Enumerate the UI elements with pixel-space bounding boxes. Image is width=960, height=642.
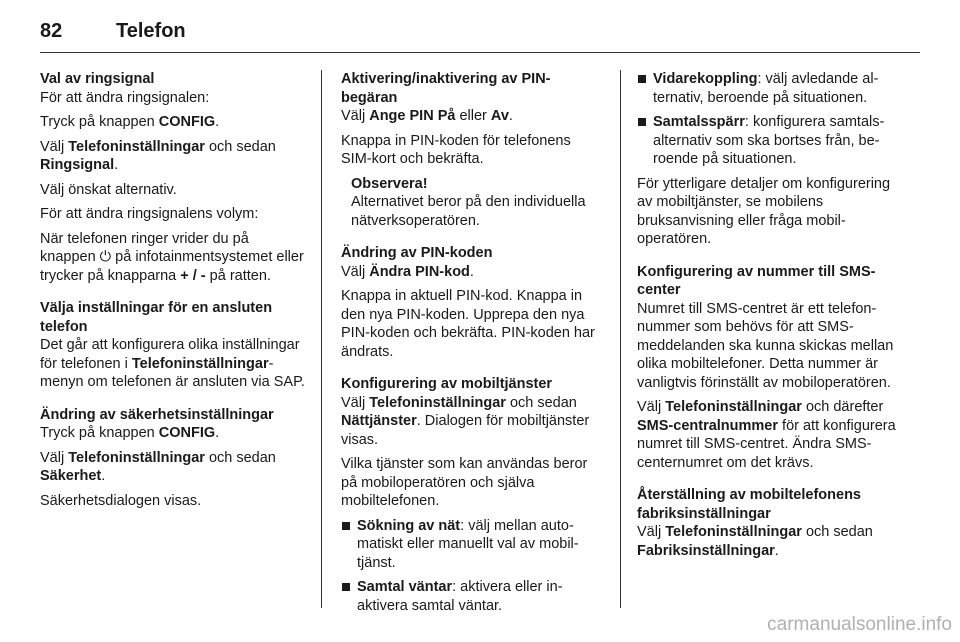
- paragraph: Vilka tjänster som kan användas beror på mobiloperatören och själva mobiltelefonen.: [341, 456, 588, 509]
- bullet-square-icon: [342, 522, 350, 530]
- paragraph: Välj Telefoninställningar och sedan Nättjänster. Dialogen för mobiltjänster visas.: [341, 394, 590, 448]
- bullet-square-icon: [342, 583, 350, 591]
- bullet-square-icon: [638, 75, 646, 83]
- bullet-list: [341, 517, 605, 616]
- page-number: 82: [40, 20, 63, 42]
- paragraph: Välj Telefoninställningar och sedan Ringsignal.: [40, 138, 276, 173]
- menu-name: Ange PIN På: [369, 108, 456, 124]
- list-item: Samtalsspärr: konfigurera samtalsalternativ som ska bortses från, beroende på situationen.: [637, 113, 905, 169]
- note-box: [341, 175, 605, 231]
- menu-name: Telefoninställningar: [131, 355, 269, 372]
- menu-name: Ändra PIN-kod: [369, 263, 470, 280]
- list-item: Samtal väntar: aktivera eller inaktivera samtal väntar.: [341, 578, 605, 615]
- watermark: carmanualsonline.info: [767, 614, 952, 635]
- list-item: Sökning av nät: välj mellan automatiskt eller manuellt val av mobiltjänst.: [341, 517, 605, 573]
- section-heading: Återställning av mobiltelefonens fabriksinställningar: [637, 487, 861, 522]
- power-knob-icon: ⏻: [99, 249, 112, 265]
- section-heading: Konfigurering av nummer till SMS-center: [637, 263, 876, 298]
- paragraph: För att ändra ringsignalen:: [40, 89, 210, 106]
- paragraph: Knappa in PIN-koden för telefonens SIM-kort och bekräfta.: [341, 132, 571, 167]
- section-heading: Ändring av PIN-koden: [341, 245, 493, 261]
- paragraph: Tryck på knappen CONFIG.: [40, 114, 220, 130]
- paragraph: Välj Ange PIN På eller Av.: [341, 108, 513, 124]
- menu-name: Telefoninställningar: [68, 449, 205, 466]
- section-heading: Välja inställningar för en ansluten telefon: [40, 300, 273, 335]
- menu-name: Säkerhet: [40, 468, 102, 484]
- paragraph: Välj Telefoninställningar och sedan Säkerhet.: [40, 449, 276, 484]
- section-heading: Konfigurering av mobiltjänster: [341, 376, 553, 392]
- paragraph: Välj Telefoninställningar och sedan Fabriksinställningar.: [637, 524, 873, 559]
- paragraph: Välj Telefoninställningar och därefter SMS-centralnummer för att konfigurera numret till SMS-centret. Ändra SMS-centernumret om det krävs.: [637, 399, 896, 471]
- paragraph: För att ändra ringsignalens volym:: [40, 206, 259, 222]
- menu-name: Nättjänster: [341, 413, 417, 429]
- button-name: + / -: [180, 267, 206, 284]
- paragraph: Säkerhetsdialogen visas.: [40, 492, 202, 509]
- bullet-square-icon: [638, 118, 646, 126]
- bullet-list: [637, 70, 905, 169]
- note-title: Observera!: [351, 175, 428, 192]
- paragraph: Numret till SMS-centret är ett telefonnummer som behövs för att SMS-meddelanden ska kunna skickas mellan olika mobiltelefoner. Detta nummer är vanligtvis förinställt av mobiloperatören.: [637, 300, 894, 391]
- menu-name: Telefoninställningar: [68, 138, 205, 155]
- paragraph: Välj Ändra PIN-kod.: [341, 263, 474, 280]
- paragraph: När telefonen ringer vrider du på knappen ⏻ på infotainmentsystemet eller trycker på knapparna + / - på ratten.: [40, 230, 304, 284]
- column-divider: [620, 70, 621, 608]
- paragraph: Tryck på knappen CONFIG.: [40, 425, 220, 441]
- note-text: Alternativet beror på den individuella nätverksoperatören.: [351, 194, 586, 229]
- menu-name: Ringsignal: [40, 157, 115, 173]
- menu-name: Telefoninställningar: [665, 399, 802, 415]
- page-title: Telefon: [116, 20, 186, 42]
- menu-name: Telefoninställningar: [369, 394, 506, 411]
- column-left: [40, 70, 308, 516]
- paragraph: Knappa in aktuell PIN-kod. Knappa in den nya PIN-koden. Upprepa den nya PIN-koden och bekräfta. PIN-koden har ändrats.: [341, 288, 595, 360]
- column-middle: [341, 70, 605, 621]
- column-divider: [321, 70, 322, 608]
- paragraph: Det går att konfigurera olika inställningar för telefonen i Telefoninställningar-menyn om telefonen är ansluten via SAP.: [40, 337, 305, 390]
- header-divider: [40, 52, 920, 53]
- paragraph: För ytterligare detaljer om konfigurering av mobiltjänster, se mobilens bruksanvisning eller fråga mobiloperatören.: [637, 175, 891, 247]
- menu-name: Av: [490, 108, 509, 124]
- section-heading: Aktivering/inaktivering av PIN-begäran: [341, 71, 551, 106]
- menu-name: Fabriksinställningar: [637, 542, 775, 559]
- paragraph: Välj önskat alternativ.: [40, 181, 177, 198]
- menu-name: SMS-centralnummer: [637, 417, 779, 434]
- button-name: CONFIG: [158, 114, 216, 130]
- section-heading: Ändring av säkerhetsinställningar: [40, 406, 274, 423]
- menu-name: Telefoninställningar: [665, 524, 802, 540]
- button-name: CONFIG: [158, 425, 216, 441]
- list-item: Vidarekoppling: välj avledande alternativ, beroende på situationen.: [637, 70, 905, 107]
- section-heading: Val av ringsignal: [40, 71, 155, 87]
- column-right: [637, 70, 905, 566]
